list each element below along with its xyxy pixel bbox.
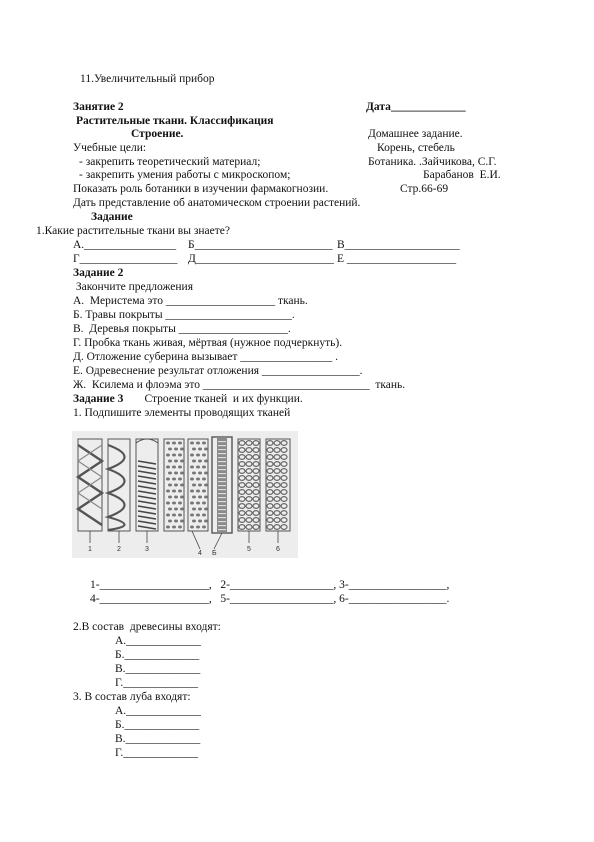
answer-blank: А.________________ [73,239,177,251]
sentence-item: Д. Отложение суберина вызывает ________________ . [73,351,338,363]
answer-blank: Б________________________ [188,239,333,251]
goal-item: Дать представление об анатомическом строении растений. [73,197,361,209]
task2-instruction: Закончите предложения [73,281,193,293]
sentence-item: Б. Травы покрыты ______________________. [73,309,295,321]
book-author: Барабанов Е.И. [423,169,501,181]
bast-answer-blank: Г._____________ [115,747,198,759]
date-field: Дата_____________ [366,101,466,113]
vessel-elements-drawing [72,431,298,558]
wood-question: 2.В состав древесины входят: [73,621,221,633]
task2-title: Задание 2 [73,267,124,279]
figure-label: 1 [88,546,92,553]
wood-answer-blank: Б._____________ [115,649,200,661]
homework-topic: Корень, стебель [377,142,455,154]
goal-item: Показать роль ботаники в изучении фармакогнозии. [73,183,329,195]
figure-label: 4 [198,550,202,557]
goals-title: Учебные цели: [73,142,147,154]
homework-title: Домашнее задание. [368,128,463,140]
goal-item: - закрепить теоретический материал; [79,156,261,168]
answer-blank: Д________________________ [188,253,334,265]
bast-answer-blank: А._____________ [115,705,201,717]
wood-answer-blank: В._____________ [115,663,201,675]
figure-label: Б [212,550,217,557]
sentence-item: Е. Одревеснение результат отложения _________________. [73,365,363,377]
task3-heading: Строение тканей и их функции. [133,393,303,405]
sentence-item: А. Меристема это ___________________ ткань. [73,295,308,307]
answer-blank: Е ___________________ [337,253,457,265]
task1-question: 1.Какие растительные ткани вы знаете? [36,225,230,237]
answer-blank: В____________________ [337,239,460,251]
task3-title: Задание 3 [73,393,124,405]
book-reference: Ботаника. .Зайчикова, С.Г. [368,156,497,168]
figure-label: 6 [276,546,280,553]
sentence-item: Г. Пробка ткань живая, мёртвая (нужное подчеркнуть). [73,337,343,349]
topic-line-2: Строение. [131,128,184,140]
sentence-item: В. Деревья покрыты ___________________. [73,323,291,335]
figure-label: 2 [117,546,121,553]
lesson-title: Занятие 2 [73,101,124,113]
figure-answer-row: 4-___________________, 5-__________________, 6-_________________. [90,593,450,605]
wood-answer-blank: А._____________ [115,635,201,647]
sentence-item: Ж. Ксилема и флоэма это _____________________________ ткань. [73,379,406,391]
wood-answer-blank: Г._____________ [115,677,198,689]
figure-answer-row: 1-___________________, 2-__________________, 3-_________________, [90,579,450,591]
goal-item: - закрепить умения работы с микроскопом; [79,169,291,181]
previous-item-line: 11.Увеличительный прибор [80,73,215,85]
bast-answer-blank: Б._____________ [115,719,200,731]
conducting-tissue-figure [72,431,298,558]
task1-title: Задание [91,211,133,223]
figure-label: 5 [247,546,251,553]
bast-answer-blank: В._____________ [115,733,201,745]
task3-question: 1. Подпишите элементы проводящих тканей [73,407,291,419]
topic-line-1: Растительные ткани. Классификация [76,115,274,127]
figure-label: 3 [145,546,149,553]
bast-question: 3. В состав луба входят: [73,691,191,703]
book-pages: Стр.66-69 [400,183,449,195]
answer-blank: Г_________________ [73,253,178,265]
